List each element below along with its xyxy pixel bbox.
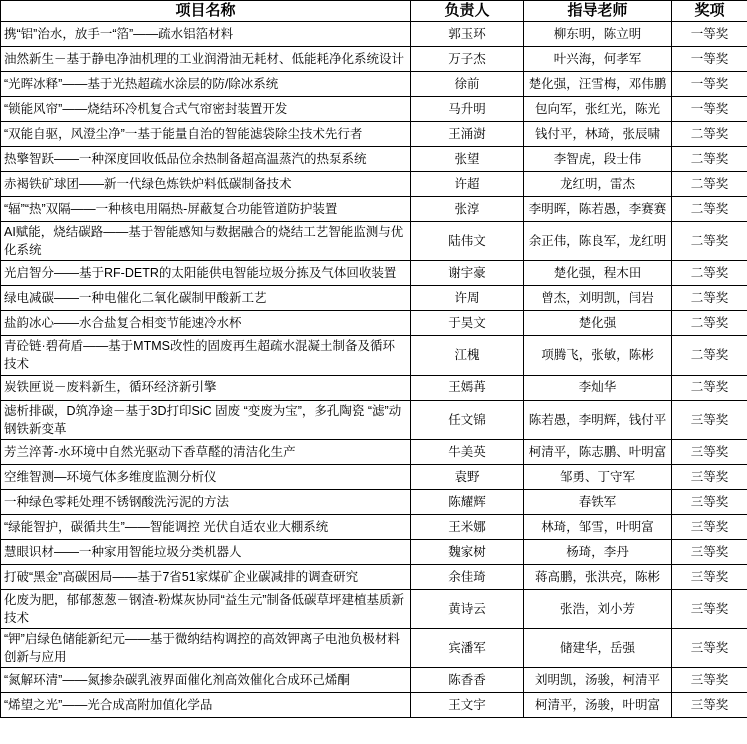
leader-cell: 牛美英 — [411, 439, 524, 464]
advisors-cell: 李灿华 — [524, 375, 672, 400]
col-header-leader: 负责人 — [411, 1, 524, 22]
advisors-cell: 项腾飞，张敏，陈彬 — [524, 336, 672, 375]
project-name-cell: 热擎智跃——一种深度回收低品位余热制备超高温蒸汽的热泵系统 — [1, 147, 411, 172]
award-cell: 二等奖 — [672, 375, 747, 400]
advisors-cell: 柯清平，汤骏，叶明富 — [524, 693, 672, 718]
header-row — [1, 1, 747, 22]
advisors-cell: 张浩，刘小芳 — [524, 589, 672, 628]
leader-cell: 魏家树 — [411, 539, 524, 564]
advisors-cell: 龙红明，雷杰 — [524, 172, 672, 197]
project-name-cell: AI赋能，烧结碳路——基于智能感知与数据融合的烧结工艺智能监测与优化系统 — [1, 222, 411, 261]
table-row — [1, 286, 747, 311]
leader-cell: 万子杰 — [411, 47, 524, 72]
project-name-cell: 炭铁匣说－废料新生，循环经济新引擎 — [1, 375, 411, 400]
table-row — [1, 668, 747, 693]
award-cell: 三等奖 — [672, 464, 747, 489]
advisors-cell: 杨琦，李丹 — [524, 539, 672, 564]
project-name-cell: “绿能智护，碳循共生”——智能调控 光伏自适农业大棚系统 — [1, 514, 411, 539]
award-cell: 二等奖 — [672, 286, 747, 311]
award-cell: 三等奖 — [672, 439, 747, 464]
table-row — [1, 439, 747, 464]
project-name-cell: “双能自驱，风澄尘净”一基于能量自治的智能滤袋除尘技术先行者 — [1, 122, 411, 147]
advisors-cell: 邹勇、丁守军 — [524, 464, 672, 489]
award-cell: 二等奖 — [672, 261, 747, 286]
table-row — [1, 47, 747, 72]
advisors-cell: 叶兴海，何孝军 — [524, 47, 672, 72]
award-cell: 三等奖 — [672, 668, 747, 693]
project-name-cell: 一种绿色零耗处理不锈钢酸洗污泥的方法 — [1, 489, 411, 514]
award-cell: 二等奖 — [672, 222, 747, 261]
advisors-cell: 李明晖，陈若愚，李赛赛 — [524, 197, 672, 222]
advisors-cell: 储建华，岳强 — [524, 629, 672, 668]
award-cell: 一等奖 — [672, 22, 747, 47]
leader-cell: 许周 — [411, 286, 524, 311]
award-cell: 三等奖 — [672, 400, 747, 439]
award-cell: 三等奖 — [672, 514, 747, 539]
leader-cell: 任文锦 — [411, 400, 524, 439]
award-cell: 二等奖 — [672, 172, 747, 197]
table-row — [1, 22, 747, 47]
leader-cell: 徐前 — [411, 72, 524, 97]
table-row — [1, 489, 747, 514]
advisors-cell: 楚化强，汪雪梅，邓伟鹏 — [524, 72, 672, 97]
advisors-cell: 柯清平，陈志鹏、叶明富 — [524, 439, 672, 464]
table-row — [1, 72, 747, 97]
table-row — [1, 514, 747, 539]
leader-cell: 王米娜 — [411, 514, 524, 539]
project-name-cell: 芳兰淬菁-水环境中自然光驱动下香草醛的清洁化生产 — [1, 439, 411, 464]
leader-cell: 王嫣苒 — [411, 375, 524, 400]
award-cell: 三等奖 — [672, 564, 747, 589]
table-body — [1, 22, 747, 718]
advisors-cell: 楚化强 — [524, 311, 672, 336]
leader-cell: 谢宇豪 — [411, 261, 524, 286]
award-cell: 三等奖 — [672, 489, 747, 514]
table-row — [1, 197, 747, 222]
table-row — [1, 375, 747, 400]
project-name-cell: 绿电减碳——一种电催化二氧化碳制甲酸新工艺 — [1, 286, 411, 311]
leader-cell: 于昊文 — [411, 311, 524, 336]
advisors-cell: 林琦，邹雪，叶明富 — [524, 514, 672, 539]
leader-cell: 王涌澍 — [411, 122, 524, 147]
award-cell: 三等奖 — [672, 693, 747, 718]
award-cell: 三等奖 — [672, 629, 747, 668]
col-header-project-name: 项目名称 — [1, 1, 411, 22]
advisors-cell: 李智虎，段士伟 — [524, 147, 672, 172]
leader-cell: 许超 — [411, 172, 524, 197]
award-cell: 一等奖 — [672, 72, 747, 97]
project-name-cell: 盐韵冰心——水合盐复合相变节能速冷水杯 — [1, 311, 411, 336]
project-name-cell: 打破“黑金”高碳困局——基于7省51家煤矿企业碳减排的调查研究 — [1, 564, 411, 589]
project-name-cell: “钾”启绿色储能新纪元——基于微纳结构调控的高效钾离子电池负极材料创新与应用 — [1, 629, 411, 668]
advisors-cell: 钱付平，林琦，张辰啸 — [524, 122, 672, 147]
leader-cell: 陆伟文 — [411, 222, 524, 261]
project-name-cell: “锁能风帘”——烧结环冷机复合式气帘密封装置开发 — [1, 97, 411, 122]
table-row — [1, 261, 747, 286]
table-row — [1, 122, 747, 147]
table-row — [1, 400, 747, 439]
project-name-cell: “辐”“热”双隔——一种核电用隔热-屏蔽复合功能管道防护装置 — [1, 197, 411, 222]
advisors-cell: 春铁军 — [524, 489, 672, 514]
leader-cell: 马升明 — [411, 97, 524, 122]
project-name-cell: 化废为肥，郁郁葱葱－钢渣-粉煤灰协同“益生元”制备低碳草坪建植基质新技术 — [1, 589, 411, 628]
project-name-cell: 光启智分——基于RF-DETR的太阳能供电智能垃圾分拣及气体回收装置 — [1, 261, 411, 286]
table-row — [1, 172, 747, 197]
award-cell: 三等奖 — [672, 539, 747, 564]
table-row — [1, 693, 747, 718]
project-name-cell: 赤褐铁矿球团——新一代绿色炼铁炉料低碳制备技术 — [1, 172, 411, 197]
col-header-advisors: 指导老师 — [524, 1, 672, 22]
advisors-cell: 刘明凯，汤骏，柯清平 — [524, 668, 672, 693]
leader-cell: 陈香香 — [411, 668, 524, 693]
advisors-cell: 楚化强，程木田 — [524, 261, 672, 286]
table-row — [1, 589, 747, 628]
project-name-cell: 携“铝”治水，放手一“箔”——疏水铝箔材料 — [1, 22, 411, 47]
table-row — [1, 97, 747, 122]
table-row — [1, 311, 747, 336]
project-name-cell: 油然新生－基于静电净油机理的工业润滑油无耗材、低能耗净化系统设计 — [1, 47, 411, 72]
advisors-cell: 包向军，张红光，陈光 — [524, 97, 672, 122]
table-row — [1, 564, 747, 589]
award-cell: 二等奖 — [672, 336, 747, 375]
table-row — [1, 539, 747, 564]
award-cell: 三等奖 — [672, 589, 747, 628]
project-name-cell: 空维智测—环境气体多维度监测分析仪 — [1, 464, 411, 489]
leader-cell: 张淳 — [411, 197, 524, 222]
table-row — [1, 629, 747, 668]
table-row — [1, 464, 747, 489]
award-cell: 二等奖 — [672, 197, 747, 222]
project-name-cell: 慧眼识材——一种家用智能垃圾分类机器人 — [1, 539, 411, 564]
table-row — [1, 222, 747, 261]
table-row — [1, 147, 747, 172]
leader-cell: 郭玉环 — [411, 22, 524, 47]
leader-cell: 陈耀辉 — [411, 489, 524, 514]
project-name-cell: “氮解环清”——氮掺杂碳乳液界面催化剂高效催化合成环己烯酮 — [1, 668, 411, 693]
leader-cell: 江槐 — [411, 336, 524, 375]
col-header-award: 奖项 — [672, 1, 747, 22]
leader-cell: 余佳琦 — [411, 564, 524, 589]
leader-cell: 宾潘军 — [411, 629, 524, 668]
leader-cell: 张望 — [411, 147, 524, 172]
leader-cell: 王文宇 — [411, 693, 524, 718]
leader-cell: 袁野 — [411, 464, 524, 489]
advisors-cell: 曾杰，刘明凯，闫岩 — [524, 286, 672, 311]
advisors-cell: 蒋高鹏，张洪亮，陈彬 — [524, 564, 672, 589]
project-name-cell: “光晖冰释”——基于光热超疏水涂层的防/除冰系统 — [1, 72, 411, 97]
project-name-cell: 青砼链·碧荷盾——基于MTMS改性的固废再生超疏水混凝土制备及循环技术 — [1, 336, 411, 375]
award-cell: 二等奖 — [672, 311, 747, 336]
project-name-cell: 滤析排碳，D筑净途－基于3D打印SiC 固废 “变废为宝”，多孔陶瓷 “滤”动钢铁新变革 — [1, 400, 411, 439]
advisors-cell: 柳东明，陈立明 — [524, 22, 672, 47]
advisors-cell: 余正伟，陈良军，龙红明 — [524, 222, 672, 261]
project-name-cell: “烯望之光”——光合成高附加值化学品 — [1, 693, 411, 718]
table-row — [1, 336, 747, 375]
advisors-cell: 陈若愚，李明辉，钱付平 — [524, 400, 672, 439]
award-cell: 二等奖 — [672, 147, 747, 172]
award-cell: 一等奖 — [672, 97, 747, 122]
award-cell: 二等奖 — [672, 122, 747, 147]
award-cell: 一等奖 — [672, 47, 747, 72]
leader-cell: 黄诗云 — [411, 589, 524, 628]
